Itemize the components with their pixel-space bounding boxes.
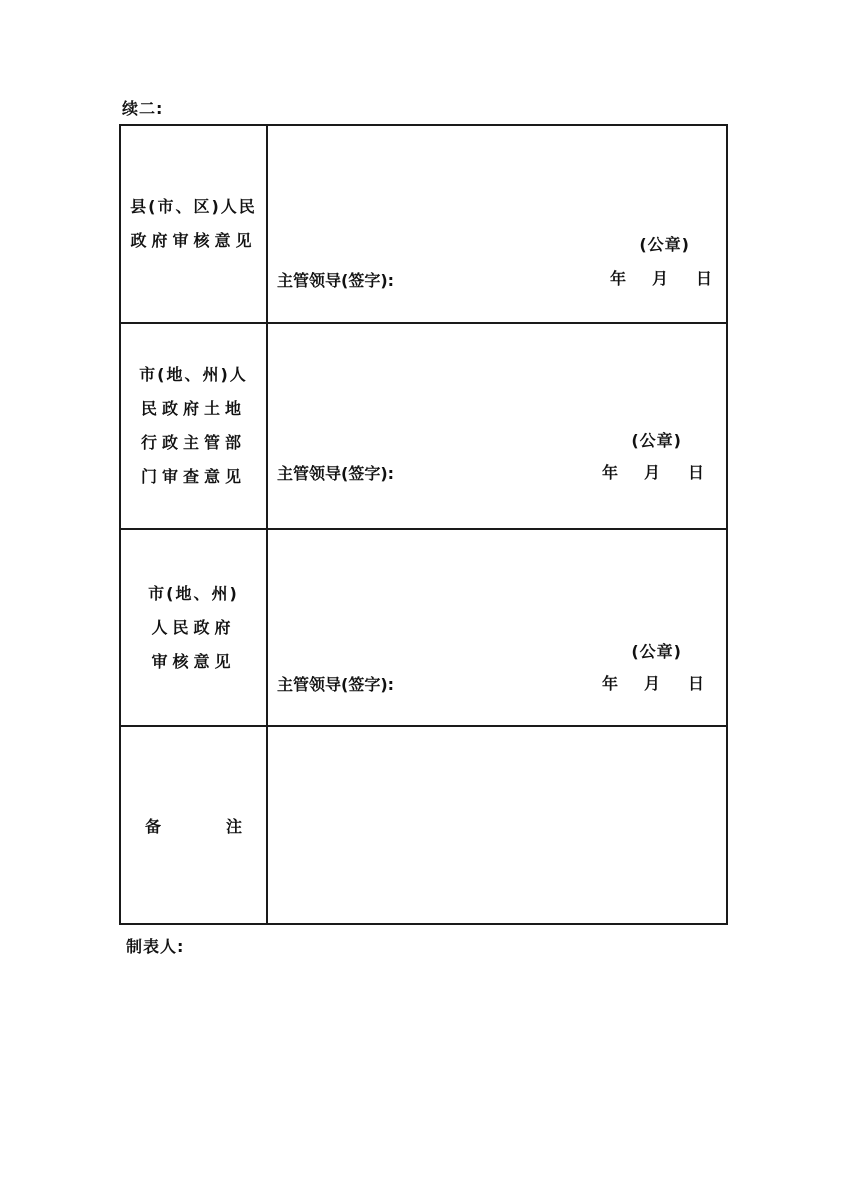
- signer-label: 主管领导(签字):: [277, 675, 395, 694]
- opinion-field[interactable]: [268, 324, 726, 528]
- row-label: [121, 727, 268, 923]
- row-label: [121, 530, 268, 725]
- label-line: 市(地、州)人: [139, 365, 248, 384]
- official-seal-label: (公章): [631, 431, 682, 450]
- preparer-label: 制表人:: [126, 937, 185, 956]
- year-label: 年: [601, 674, 618, 693]
- day-label: 日: [687, 463, 704, 482]
- label-line: 民政府土地: [140, 399, 246, 418]
- label-line: 审核意见: [151, 651, 236, 671]
- remark-label-part: 注: [225, 816, 242, 836]
- signer-label: 主管领导(签字):: [277, 464, 395, 483]
- official-seal-label: (公章): [639, 235, 690, 254]
- continuation-label: 续二:: [122, 99, 164, 118]
- row-county-government-review: [121, 126, 726, 322]
- opinion-field[interactable]: [268, 530, 726, 725]
- month-label: 月: [651, 269, 668, 288]
- day-label: 日: [695, 269, 712, 288]
- label-line: 政府审核意见: [130, 231, 257, 250]
- year-label: 年: [609, 269, 626, 288]
- date-field[interactable]: [610, 266, 712, 289]
- label-line: 市(地、州): [148, 583, 239, 603]
- opinion-field[interactable]: [268, 126, 726, 322]
- official-seal-label: (公章): [631, 642, 682, 661]
- remarks-field[interactable]: [268, 727, 726, 923]
- month-label: 月: [643, 674, 660, 693]
- day-label: 日: [687, 674, 704, 693]
- label-line: 行政主管部: [140, 433, 246, 452]
- row-remarks: [121, 725, 726, 923]
- label-line: 人民政府: [151, 617, 236, 637]
- signer-label: 主管领导(签字):: [277, 271, 395, 290]
- remark-label-part: 备: [145, 816, 162, 836]
- approval-form-table: [119, 124, 728, 925]
- label-line: 门审查意见: [140, 467, 246, 486]
- row-label: [121, 126, 268, 322]
- row-label: [121, 324, 268, 528]
- year-label: 年: [601, 463, 618, 482]
- label-line: 县(市、区)人民: [130, 197, 257, 216]
- date-field[interactable]: [602, 671, 704, 694]
- month-label: 月: [643, 463, 660, 482]
- date-field[interactable]: [602, 460, 704, 483]
- row-city-government-review: [121, 528, 726, 725]
- row-city-land-department-review: [121, 322, 726, 528]
